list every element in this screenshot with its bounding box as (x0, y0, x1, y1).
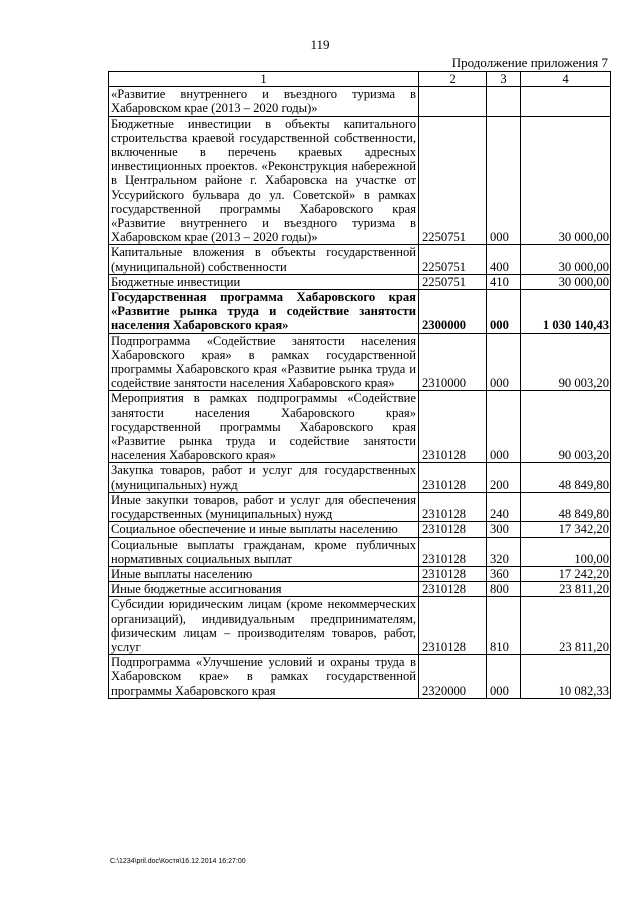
row-name: Мероприятия в рамках подпрограммы «Содействие занятости населения Хабаровского края» государственной программы Хабаровского края «Развитие рынка труда и содействие занятости населения Хабаровского края» (109, 391, 419, 463)
row-type: 000 (487, 655, 521, 699)
table-row (109, 537, 611, 566)
row-type: 410 (487, 274, 521, 289)
row-type: 000 (487, 333, 521, 391)
row-code: 2310128 (419, 492, 487, 521)
table-header-row (109, 72, 611, 87)
row-code: 2320000 (419, 655, 487, 699)
row-type: 800 (487, 582, 521, 597)
row-name: Бюджетные инвестиции в объекты капитального строительства краевой государственной собственности, включенные в перечень краевых адресных инвестиционных проектов. «Реконструкция набережной в Центральном районе г. Хабаровска на участке от Уссурийского бульвара до ул. Советской» в рамках государственной программы Хабаровского края «Развитие внутреннего и въездного туризма в Хабаровском крае (2013 – 2020 годы)» (109, 116, 419, 245)
row-amount (521, 87, 611, 116)
table-row (109, 566, 611, 581)
row-name: Социальное обеспечение и иные выплаты населению (109, 522, 419, 537)
row-code: 2250751 (419, 274, 487, 289)
row-code: 2310000 (419, 333, 487, 391)
table-row (109, 463, 611, 492)
table-row (109, 492, 611, 521)
row-code: 2300000 (419, 290, 487, 334)
row-code: 2310128 (419, 522, 487, 537)
row-type (487, 87, 521, 116)
row-code (419, 87, 487, 116)
row-code: 2250751 (419, 245, 487, 274)
table-row (109, 290, 611, 334)
row-type: 000 (487, 290, 521, 334)
row-amount: 17 242,20 (521, 566, 611, 581)
column-header: 1 (109, 72, 419, 87)
row-code: 2310128 (419, 597, 487, 655)
table-row (109, 333, 611, 391)
row-name: Капитальные вложения в объекты государственной (муниципальной) собственности (109, 245, 419, 274)
row-amount: 30 000,00 (521, 274, 611, 289)
row-type: 300 (487, 522, 521, 537)
budget-table (108, 71, 611, 699)
row-amount: 90 003,20 (521, 333, 611, 391)
table-row (109, 116, 611, 245)
table-row (109, 655, 611, 699)
table-row (109, 522, 611, 537)
table-row (109, 597, 611, 655)
row-amount: 17 342,20 (521, 522, 611, 537)
row-type: 810 (487, 597, 521, 655)
row-code: 2310128 (419, 582, 487, 597)
column-header: 2 (419, 72, 487, 87)
row-code: 2250751 (419, 116, 487, 245)
row-type: 000 (487, 391, 521, 463)
table-row (109, 582, 611, 597)
row-name: Подпрограмма «Улучшение условий и охраны труда в Хабаровском крае» в рамках государственной программы Хабаровского края (109, 655, 419, 699)
table-row (109, 87, 611, 116)
row-name: Бюджетные инвестиции (109, 274, 419, 289)
row-code: 2310128 (419, 463, 487, 492)
row-name: Подпрограмма «Содействие занятости населения Хабаровского края» в рамках государственной программы Хабаровского края «Развитие рынка труда и содействие занятости населения Хабаровского края» (109, 333, 419, 391)
row-name: Социальные выплаты гражданам, кроме публичных нормативных социальных выплат (109, 537, 419, 566)
row-name: Иные выплаты населению (109, 566, 419, 581)
row-amount: 30 000,00 (521, 245, 611, 274)
row-name: Государственная программа Хабаровского края «Развитие рынка труда и содействие занятости населения Хабаровского края» (109, 290, 419, 334)
row-name: Иные бюджетные ассигнования (109, 582, 419, 597)
row-code: 2310128 (419, 537, 487, 566)
row-type: 320 (487, 537, 521, 566)
row-type: 200 (487, 463, 521, 492)
page-number: 119 (310, 37, 330, 52)
row-amount: 48 849,80 (521, 492, 611, 521)
file-path-footer: C:\1234\pril.doc\Костя\16.12.2014 16:27:00 (110, 858, 246, 865)
column-header: 3 (487, 72, 521, 87)
row-amount: 23 811,20 (521, 597, 611, 655)
row-amount: 1 030 140,43 (521, 290, 611, 334)
row-name: Иные закупки товаров, работ и услуг для обеспечения государственных (муниципальных) нужд (109, 492, 419, 521)
row-type: 360 (487, 566, 521, 581)
row-amount: 10 082,33 (521, 655, 611, 699)
row-amount: 23 811,20 (521, 582, 611, 597)
row-type: 400 (487, 245, 521, 274)
row-code: 2310128 (419, 391, 487, 463)
column-header: 4 (521, 72, 611, 87)
appendix-label: Продолжение приложения 7 (451, 55, 608, 70)
row-type: 000 (487, 116, 521, 245)
row-name: Субсидии юридическим лицам (кроме некоммерческих организаций), индивидуальным предпринимателям, физическим лицам – производителям товаров, работ, услуг (109, 597, 419, 655)
row-amount: 48 849,80 (521, 463, 611, 492)
table-row (109, 245, 611, 274)
row-amount: 30 000,00 (521, 116, 611, 245)
row-amount: 100,00 (521, 537, 611, 566)
row-code: 2310128 (419, 566, 487, 581)
row-amount: 90 003,20 (521, 391, 611, 463)
table-row (109, 391, 611, 463)
table-row (109, 274, 611, 289)
row-name: «Развитие внутреннего и въездного туризма в Хабаровском крае (2013 – 2020 годы)» (109, 87, 419, 116)
row-name: Закупка товаров, работ и услуг для государственных (муниципальных) нужд (109, 463, 419, 492)
row-type: 240 (487, 492, 521, 521)
